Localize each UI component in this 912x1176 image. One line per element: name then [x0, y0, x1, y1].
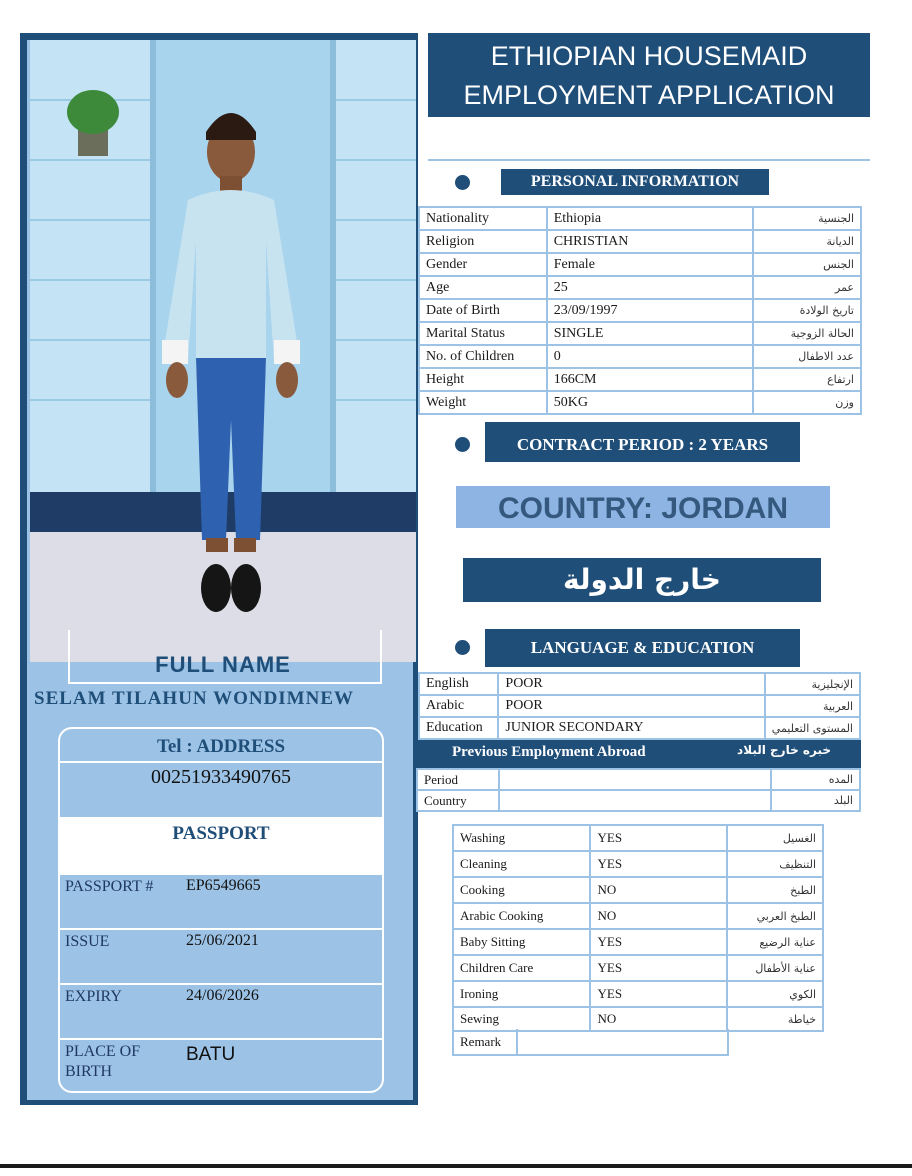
cooking-arabic: الطبخ	[727, 877, 823, 903]
height-label: Height	[419, 368, 547, 391]
passport-issue-value: 25/06/2021	[186, 932, 259, 949]
age-arabic: عمر	[753, 276, 861, 299]
table-row	[453, 1029, 728, 1055]
religion-arabic: الديانة	[753, 230, 861, 253]
education-arabic: المستوى التعليمي	[765, 717, 860, 739]
previous-employment-table	[416, 768, 861, 812]
table-row	[419, 368, 861, 391]
cleaning-label: Cleaning	[453, 851, 590, 877]
country-row-value	[499, 790, 771, 811]
personal-info-heading: PERSONAL INFORMATION	[501, 169, 769, 195]
sewing-arabic: خياطة	[727, 1007, 823, 1031]
washing-value: YES	[590, 825, 727, 851]
table-row	[453, 877, 823, 903]
table-row	[419, 391, 861, 414]
passport-number-label: PASSPORT #	[65, 878, 154, 895]
english-value: POOR	[498, 673, 764, 695]
education-label: Education	[419, 717, 498, 739]
cooking-value: NO	[590, 877, 727, 903]
table-row	[453, 981, 823, 1007]
nationality-arabic: الجنسية	[753, 207, 861, 230]
bullet-icon	[455, 175, 470, 190]
bullet-icon	[455, 640, 470, 655]
table-row	[419, 695, 860, 717]
sewing-value: NO	[590, 1007, 727, 1031]
ironing-arabic: الكوي	[727, 981, 823, 1007]
language-education-heading: LANGUAGE & EDUCATION	[485, 629, 800, 667]
gender-value: Female	[547, 253, 754, 276]
gender-arabic: الجنس	[753, 253, 861, 276]
period-label: Period	[417, 769, 499, 790]
contact-passport-card	[58, 727, 384, 1093]
personal-info-table	[418, 206, 862, 415]
height-arabic: ارتفاع	[753, 368, 861, 391]
table-row	[453, 1007, 823, 1031]
arabic-cooking-label: Arabic Cooking	[453, 903, 590, 929]
previous-employment-title: Previous Employment Abroad	[452, 744, 646, 760]
marital-status-arabic: الحالة الزوجية	[753, 322, 861, 345]
dob-label: Date of Birth	[419, 299, 547, 322]
table-row	[419, 299, 861, 322]
previous-employment-heading	[416, 740, 861, 768]
table-row	[419, 207, 861, 230]
page-title-line2: EMPLOYMENT APPLICATION	[463, 80, 835, 110]
baby-sitting-value: YES	[590, 929, 727, 955]
passport-birthplace-value: BATU	[186, 1044, 236, 1065]
tel-label: Tel : ADDRESS	[60, 729, 382, 763]
english-label: English	[419, 673, 498, 695]
table-row	[453, 929, 823, 955]
remark-label: Remark	[453, 1029, 517, 1055]
passport-title: PASSPORT	[60, 819, 382, 875]
language-table	[418, 672, 861, 740]
children-care-arabic: عناية الأطفال	[727, 955, 823, 981]
table-row	[419, 230, 861, 253]
baby-sitting-arabic: عناية الرضيع	[727, 929, 823, 955]
passport-expiry-value: 24/06/2026	[186, 987, 259, 1004]
bottom-divider	[0, 1164, 912, 1168]
baby-sitting-label: Baby Sitting	[453, 929, 590, 955]
table-row	[419, 253, 861, 276]
page-title	[428, 33, 870, 117]
remark-table	[452, 1029, 729, 1056]
children-care-label: Children Care	[453, 955, 590, 981]
tel-value: 00251933490765	[60, 763, 382, 819]
passport-birthplace-row	[60, 1040, 382, 1093]
weight-label: Weight	[419, 391, 547, 414]
passport-issue-label: ISSUE	[65, 933, 110, 950]
arabic-arabic: العربية	[765, 695, 860, 717]
table-row	[453, 903, 823, 929]
ironing-value: YES	[590, 981, 727, 1007]
cooking-label: Cooking	[453, 877, 590, 903]
weight-arabic: وزن	[753, 391, 861, 414]
country-label: COUNTRY: JORDAN	[456, 486, 830, 528]
passport-issue-row	[60, 930, 382, 985]
gender-label: Gender	[419, 253, 547, 276]
marital-status-value: SINGLE	[547, 322, 754, 345]
english-arabic: الإنجليزية	[765, 673, 860, 695]
period-value	[499, 769, 771, 790]
arabic-cooking-arabic: الطبخ العربي	[727, 903, 823, 929]
table-row	[419, 276, 861, 299]
previous-employment-arabic: خبره خارج البلاد	[737, 743, 831, 757]
age-label: Age	[419, 276, 547, 299]
cleaning-value: YES	[590, 851, 727, 877]
table-row	[419, 345, 861, 368]
contract-period: CONTRACT PERIOD : 2 YEARS	[485, 422, 800, 462]
passport-number-row	[60, 875, 382, 930]
full-name: SELAM TILAHUN WONDIMNEW	[34, 688, 355, 709]
skills-table	[452, 824, 824, 1032]
nationality-label: Nationality	[419, 207, 547, 230]
washing-arabic: الغسيل	[727, 825, 823, 851]
remark-value	[517, 1029, 728, 1055]
children-care-value: YES	[590, 955, 727, 981]
table-row	[453, 825, 823, 851]
height-value: 166CM	[547, 368, 754, 391]
full-name-label: FULL NAME	[155, 652, 291, 677]
weight-value: 50KG	[547, 391, 754, 414]
table-row	[419, 673, 860, 695]
country-arabic-label: خارج الدولة	[463, 558, 821, 602]
passport-birthplace-label: PLACE OF BIRTH	[65, 1043, 141, 1080]
cleaning-arabic: التنظيف	[727, 851, 823, 877]
passport-number-value: EP6549665	[186, 877, 261, 894]
country-row-arabic: البلد	[771, 790, 860, 811]
religion-label: Religion	[419, 230, 547, 253]
ironing-label: Ironing	[453, 981, 590, 1007]
passport-expiry-label: EXPIRY	[65, 988, 122, 1005]
table-row	[417, 790, 860, 811]
page-title-line1: ETHIOPIAN HOUSEMAID	[490, 41, 808, 71]
sewing-label: Sewing	[453, 1007, 590, 1031]
table-row	[453, 851, 823, 877]
dob-arabic: تاريخ الولادة	[753, 299, 861, 322]
nationality-value: Ethiopia	[547, 207, 754, 230]
children-label: No. of Children	[419, 345, 547, 368]
age-value: 25	[547, 276, 754, 299]
passport-expiry-row	[60, 985, 382, 1040]
dob-value: 23/09/1997	[547, 299, 754, 322]
table-row	[419, 322, 861, 345]
table-row	[453, 955, 823, 981]
children-value: 0	[547, 345, 754, 368]
children-arabic: عدد الاطفال	[753, 345, 861, 368]
title-underline-box	[428, 117, 870, 161]
candidate-photo	[30, 40, 416, 662]
marital-status-label: Marital Status	[419, 322, 547, 345]
arabic-value: POOR	[498, 695, 764, 717]
country-row-label: Country	[417, 790, 499, 811]
bullet-icon	[455, 437, 470, 452]
table-row	[417, 769, 860, 790]
period-arabic: المده	[771, 769, 860, 790]
table-row	[419, 717, 860, 739]
washing-label: Washing	[453, 825, 590, 851]
arabic-cooking-value: NO	[590, 903, 727, 929]
religion-value: CHRISTIAN	[547, 230, 754, 253]
education-value: JUNIOR SECONDARY	[498, 717, 764, 739]
arabic-label: Arabic	[419, 695, 498, 717]
